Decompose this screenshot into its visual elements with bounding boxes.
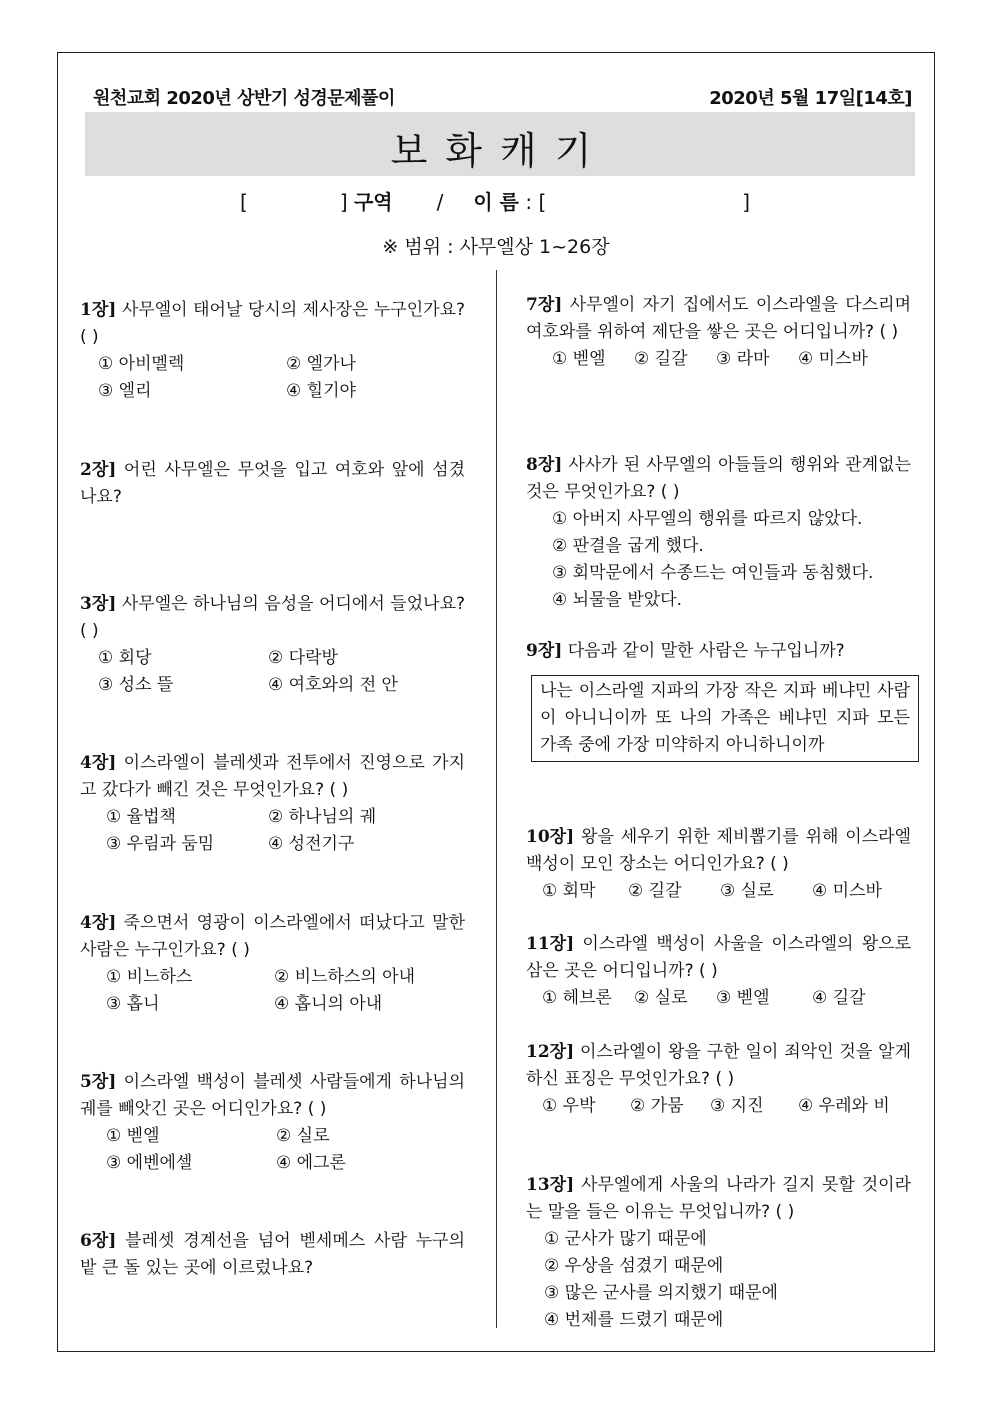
option[interactable]: ① 아버지 사무엘의 행위를 따르지 않았다. [552, 509, 863, 529]
option[interactable]: ③ 성소 뜰 [98, 675, 174, 695]
option[interactable]: ② 길갈 [628, 881, 682, 901]
question-body: 블레셋 경계선을 넘어 벧세메스 사람 누구의 밭 큰 돌 있는 곳에 이르렀나요? [80, 1231, 465, 1278]
question-body: 사무엘이 자기 집에서도 이스라엘을 다스리며 여호와를 위하여 제단을 쌓은 곳은 어디입니까? ( ) [526, 295, 911, 342]
option[interactable]: ① 율법책 [106, 807, 176, 827]
range-note: ※ 범위 : 사무엘상 1~26장 [382, 236, 610, 258]
question-text [80, 591, 465, 645]
question-body: 이스라엘이 왕을 구한 일이 죄악인 것을 알게 하신 표징은 무엇인가요? ( ) [526, 1042, 911, 1089]
colon: : [525, 190, 533, 214]
option[interactable]: ② 실로 [634, 988, 688, 1008]
district-close-bracket: ] [339, 190, 348, 214]
options [526, 1093, 911, 1120]
option[interactable]: ④ 미스바 [798, 349, 868, 369]
question-body: 죽으면서 영광이 이스라엘에서 떠났다고 말한 사람은 누구인가요? ( ) [80, 913, 465, 960]
option[interactable]: ① 군사가 많기 때문에 [544, 1229, 707, 1249]
option[interactable]: ① 비느하스 [106, 967, 193, 987]
date-issue: 2020년 5월 17일[14호] [709, 88, 912, 109]
option[interactable]: ① 벧엘 [106, 1126, 160, 1146]
option[interactable]: ② 길갈 [634, 349, 688, 369]
question-11 [526, 931, 911, 1012]
question-number: 7장] [526, 295, 563, 315]
name-open-bracket: [ [538, 190, 547, 214]
option[interactable]: ③ 실로 [720, 881, 774, 901]
title-bar [85, 112, 915, 176]
question-12 [526, 1039, 911, 1120]
question-body: 왕을 세우기 위한 제비뽑기를 위해 이스라엘 백성이 모인 장소는 어디인가요? ( ) [526, 827, 911, 874]
options [526, 346, 911, 373]
question-text [80, 1228, 465, 1282]
option[interactable]: ② 가뭄 [630, 1096, 684, 1116]
question-body: 다음과 같이 말한 사람은 누구입니까? [567, 641, 845, 661]
district-label: 구역 [353, 190, 393, 214]
question-number: 8장] [526, 455, 563, 475]
option[interactable]: ④ 홉니의 아내 [274, 994, 383, 1014]
question-6 [80, 1228, 465, 1282]
question-body: 사무엘에게 사울의 나라가 길지 못할 것이라는 말을 들은 이유는 무엇입니까? ( ) [526, 1175, 911, 1222]
options [526, 1226, 911, 1334]
option[interactable]: ③ 에벤에셀 [106, 1153, 193, 1173]
option[interactable]: ③ 지진 [710, 1096, 764, 1116]
option[interactable]: ② 판결을 굽게 했다. [552, 536, 704, 556]
option[interactable]: ② 엘가나 [286, 354, 356, 374]
question-number: 2장] [80, 460, 117, 480]
quote-box: 나는 이스라엘 지파의 가장 작은 지파 베냐민 사람이 아니니이까 또 나의 가족은 베냐민 지파 모든 가족 중에 가장 미약하지 아니하니이까 [531, 675, 919, 762]
question-4 [80, 750, 465, 858]
options [80, 1123, 465, 1177]
name-line [240, 186, 750, 215]
options [526, 985, 911, 1012]
option[interactable]: ② 하나님의 궤 [268, 807, 377, 827]
option[interactable]: ① 우박 [542, 1096, 596, 1116]
question-number: 10장] [526, 827, 575, 847]
options [80, 804, 465, 858]
option[interactable]: ④ 에그론 [276, 1153, 346, 1173]
option[interactable]: ④ 성전기구 [268, 834, 355, 854]
option[interactable]: ③ 많은 군사를 의지했기 때문에 [544, 1283, 778, 1303]
question-2 [80, 457, 465, 511]
option[interactable]: ④ 번제를 드렸기 때문에 [544, 1310, 724, 1330]
question-text [526, 638, 911, 665]
question-number: 12장] [526, 1042, 575, 1062]
option[interactable]: ② 다락방 [268, 648, 338, 668]
question-body: 사무엘이 태어날 당시의 제사장은 누구인가요? ( ) [80, 300, 466, 347]
question-text [526, 824, 911, 878]
separator: / [436, 190, 444, 214]
options [526, 878, 911, 905]
question-text [526, 931, 911, 985]
option[interactable]: ② 우상을 섬겼기 때문에 [544, 1256, 724, 1276]
name-label: 이 름 [473, 190, 519, 214]
district-open-bracket: [ [240, 190, 248, 214]
question-body: 이스라엘 백성이 사울을 이스라엘의 왕으로 삼은 곳은 어디입니까? ( ) [526, 934, 912, 981]
question-number: 9장] [526, 641, 563, 661]
question-body: 어린 사무엘은 무엇을 입고 여호와 앞에 섬겼나요? [80, 460, 465, 507]
question-body: 사무엘은 하나님의 음성을 어디에서 들었나요? ( ) [80, 594, 466, 641]
option[interactable]: ④ 힐기야 [286, 381, 356, 401]
option[interactable]: ④ 우레와 비 [798, 1096, 890, 1116]
question-text [526, 1172, 911, 1226]
question-number: 13장] [526, 1175, 575, 1195]
question-number: 3장] [80, 594, 117, 614]
options [80, 964, 465, 1018]
question-number: 4장] [80, 913, 117, 933]
question-number: 5장] [80, 1072, 117, 1092]
question-body: 사사가 된 사무엘의 아들들의 행위와 관계없는 것은 무엇인가요? ( ) [526, 455, 911, 502]
question-4b [80, 910, 465, 1018]
option[interactable]: ③ 우림과 둠밈 [106, 834, 215, 854]
question-13 [526, 1172, 911, 1334]
question-text [526, 452, 911, 506]
question-text [526, 1039, 911, 1093]
question-1 [80, 297, 465, 405]
option[interactable]: ① 벧엘 [552, 349, 606, 369]
question-7 [526, 292, 911, 373]
option[interactable]: ① 회당 [98, 648, 152, 668]
question-8 [526, 452, 911, 614]
question-text [80, 297, 465, 351]
name-close-bracket: ] [742, 190, 751, 214]
options [526, 506, 911, 614]
option[interactable]: ③ 엘리 [98, 381, 152, 401]
question-10 [526, 824, 911, 905]
question-5 [80, 1069, 465, 1177]
option[interactable]: ④ 여호와의 전 안 [268, 675, 398, 695]
options [80, 645, 465, 699]
question-number: 1장] [80, 300, 117, 320]
option[interactable]: ② 비느하스의 아내 [274, 967, 416, 987]
question-text [80, 910, 465, 964]
option[interactable]: ④ 뇌물을 받았다. [552, 590, 682, 610]
option[interactable]: ③ 홉니 [106, 994, 160, 1014]
question-3 [80, 591, 465, 699]
question-text [526, 292, 911, 346]
option[interactable]: ④ 길갈 [812, 988, 866, 1008]
page-title: 보화캐기 [390, 129, 610, 173]
question-text [80, 457, 465, 511]
option[interactable]: ④ 미스바 [812, 881, 882, 901]
option[interactable]: ③ 회막문에서 수종드는 여인들과 동침했다. [552, 563, 874, 583]
question-9 [526, 638, 911, 665]
options [80, 351, 465, 405]
question-number: 6장] [80, 1231, 117, 1251]
question-number: 4장] [80, 753, 117, 773]
question-text [80, 750, 465, 804]
option[interactable]: ① 회막 [542, 881, 596, 901]
option[interactable]: ③ 벧엘 [716, 988, 770, 1008]
column-divider [496, 270, 497, 1328]
question-body: 이스라엘이 블레셋과 전투에서 진영으로 가지고 갔다가 빼긴 것은 무엇인가요? ( ) [80, 753, 465, 800]
question-text [80, 1069, 465, 1123]
option[interactable]: ③ 라마 [716, 349, 770, 369]
option[interactable]: ① 헤브론 [542, 988, 612, 1008]
church-title: 원천교회 2020년 상반기 성경문제풀이 [93, 88, 395, 109]
question-number: 11장] [526, 934, 575, 954]
option[interactable]: ① 아비멜렉 [98, 354, 185, 374]
question-body: 이스라엘 백성이 블레셋 사람들에게 하나님의 궤를 빼앗긴 곳은 어디인가요? ( ) [80, 1072, 465, 1119]
option[interactable]: ② 실로 [276, 1126, 330, 1146]
